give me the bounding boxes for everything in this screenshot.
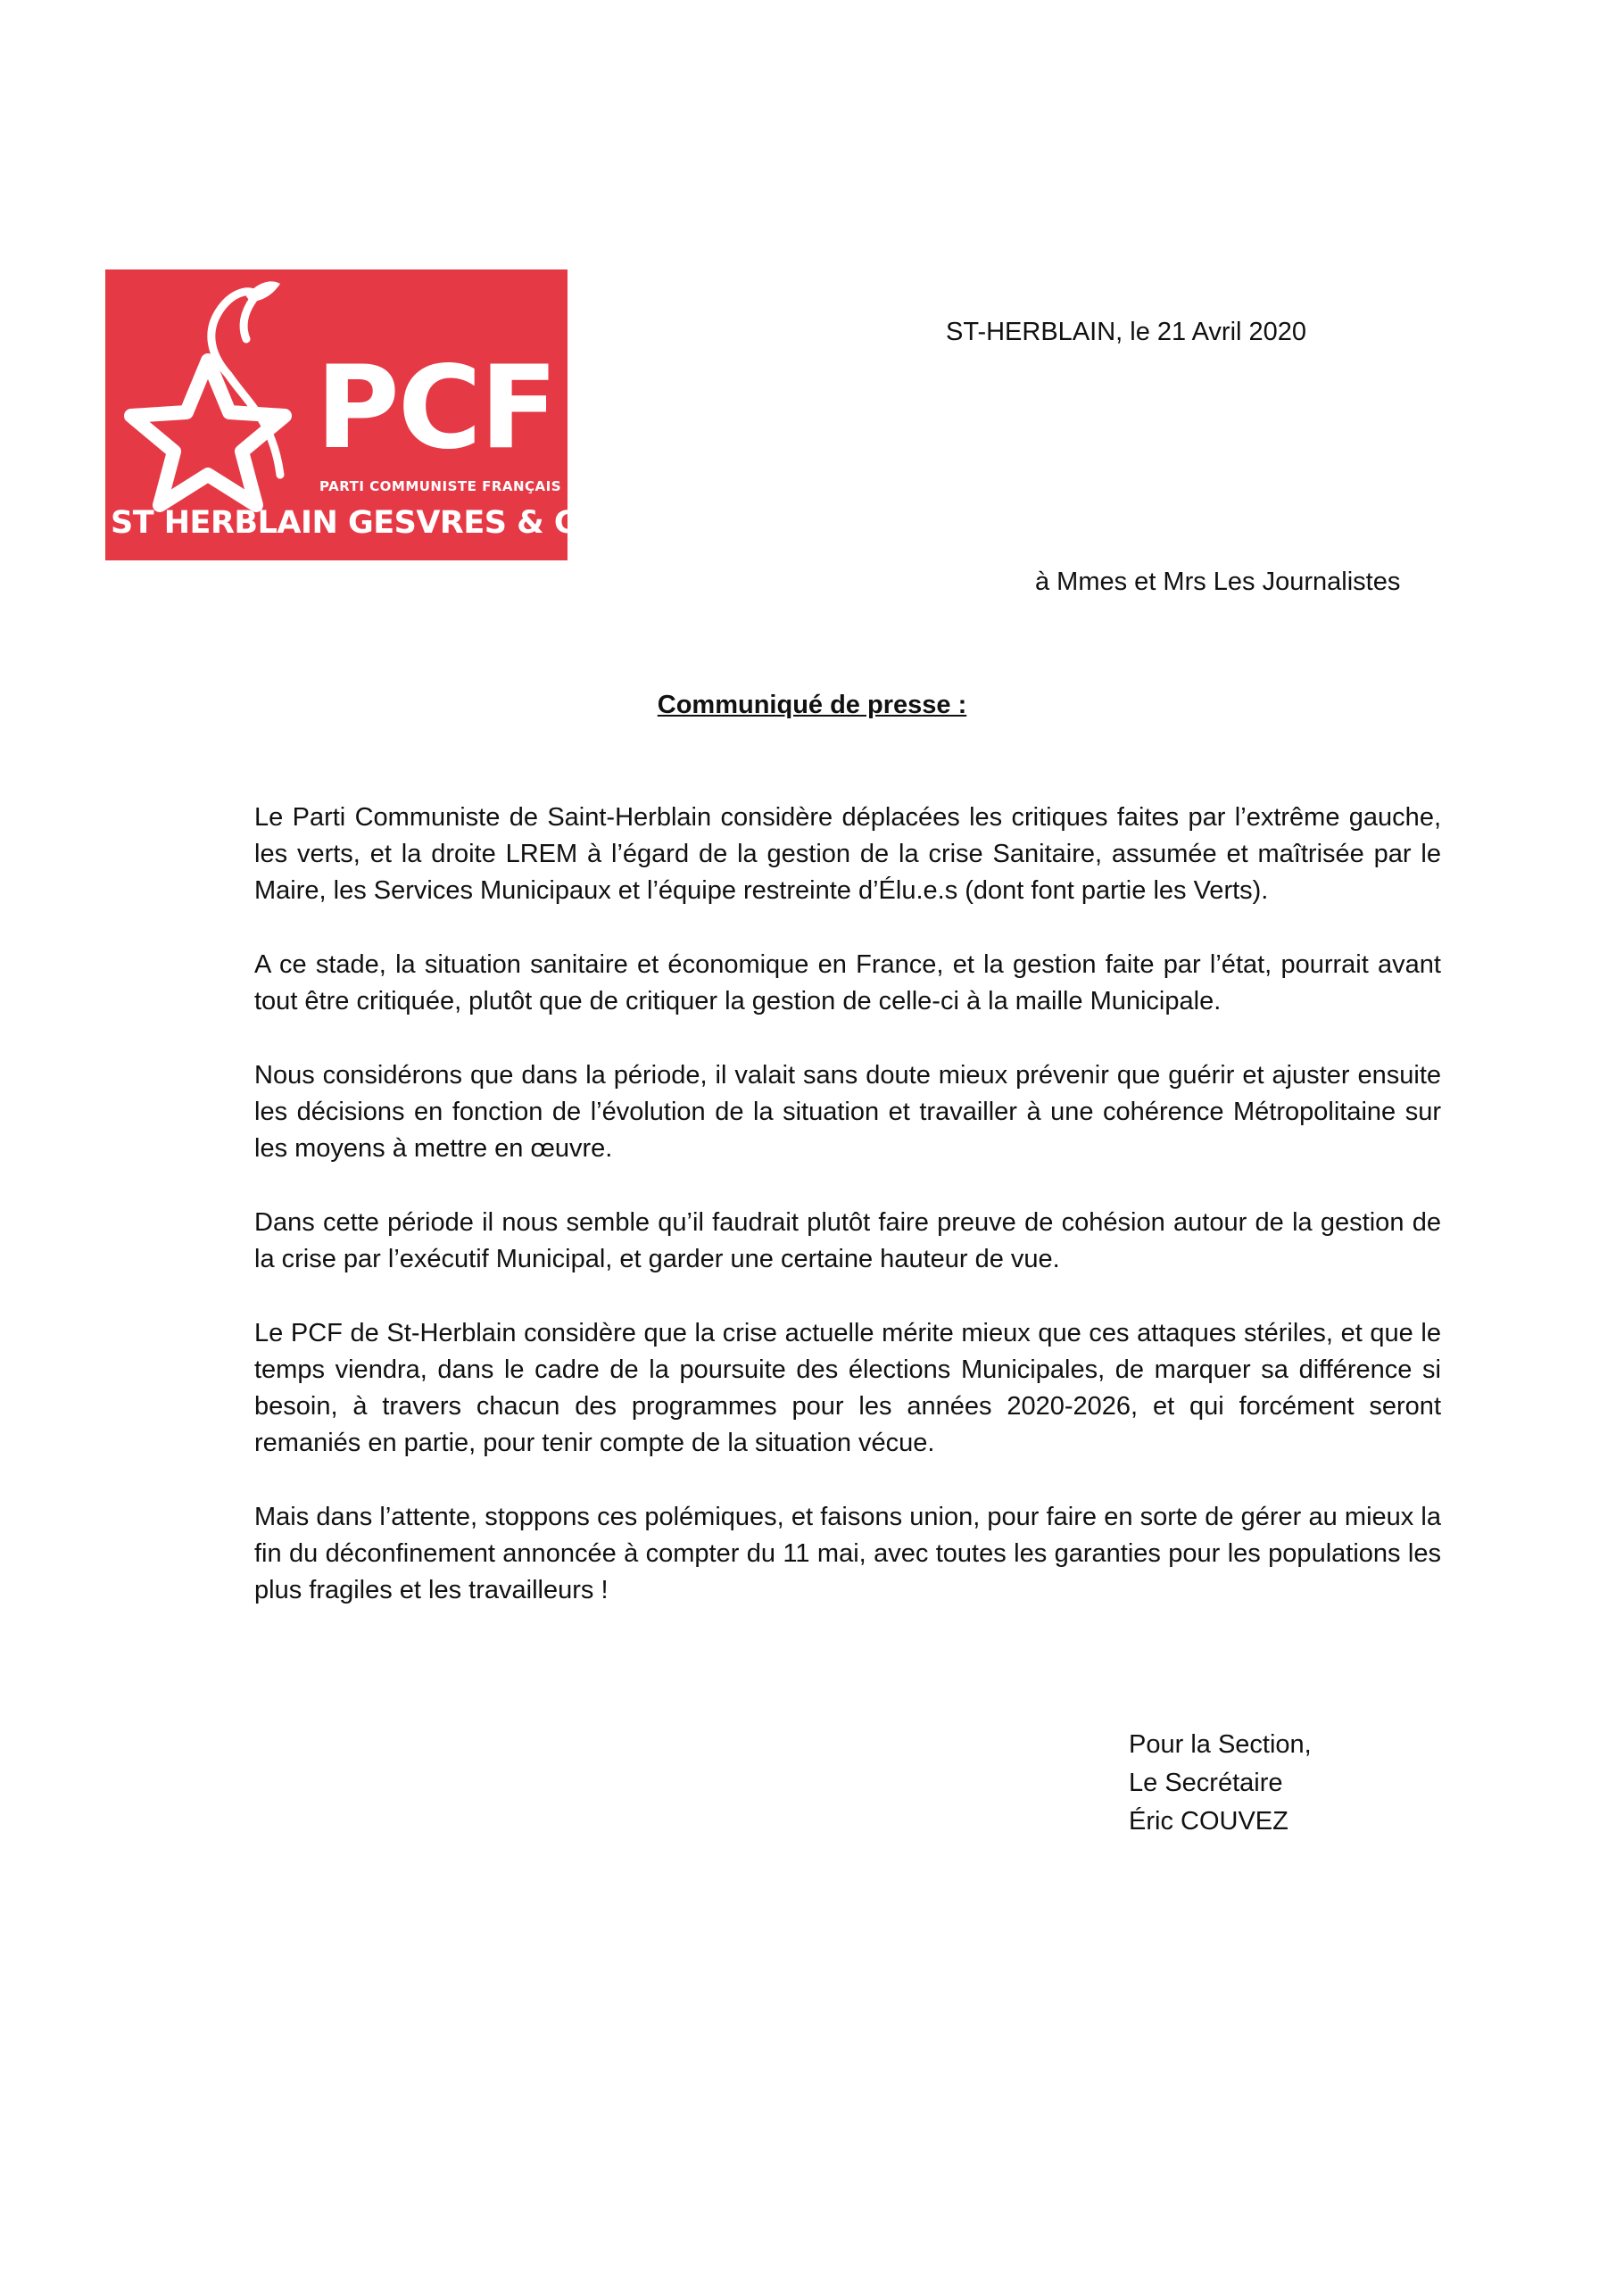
press-release-body [254, 800, 1441, 1646]
paragraph: Dans cette période il nous semble qu’il faudrait plutôt faire preuve de cohésion autour de la gestion de la crise par l’exécutif Municipal, et garder une certaine hauteur de vue. [254, 1208, 1441, 1273]
paragraph: Le PCF de St-Herblain considère que la crise actuelle mérite mieux que ces attaques stériles, et que le temps viendra, dans le cadre de la poursuite des élections Municipales, de marquer sa différence si besoin, à travers chacun des programmes pour les années 2020-2026, et qui forcément seront remaniés en partie, pour tenir compte de la situation vécue. [254, 1319, 1441, 1457]
page-title: Communiqué de presse : [657, 691, 967, 719]
pcf-logo [105, 269, 645, 560]
date-line: ST-HERBLAIN, le 21 Avril 2020 [946, 318, 1307, 346]
paragraph: Mais dans l’attente, stoppons ces polémiques, et faisons union, pour faire en sorte de gérer au mieux la fin du déconfinement annoncée à compter du 11 mai, avec toutes les garanties pour les populations les plus fragiles et les travailleurs ! [254, 1503, 1441, 1604]
signature-name: Éric COUVEZ [1129, 1807, 1288, 1836]
paragraph: A ce stade, la situation sanitaire et économique en France, et la gestion faite par l’état, pourrait avant tout être critiquée, plutôt que de critiquer la gestion de celle-ci à la maille Municipale. [254, 950, 1441, 1015]
paragraph: Le Parti Communiste de Saint-Herblain considère déplacées les critiques faites par l’extrême gauche, les verts, et la droite LREM à l’égard de la gestion de la crise Sanitaire, assumée et maîtrisée par le Maire, les Services Municipaux et l’équipe restreinte d’Élu.e.s (dont font partie les Verts). [254, 803, 1441, 905]
logo-pcf-text: PCF [316, 342, 557, 475]
paragraph: Nous considérons que dans la période, il valait sans doute mieux prévenir que guérir et ajuster ensuite les décisions en fonction de l’évolution de la situation et travailler à une cohérence Métropolitaine sur les moyens à mettre en œuvre. [254, 1061, 1441, 1163]
signature-title: Le Secrétaire [1129, 1769, 1283, 1797]
signature-line: Pour la Section, [1129, 1730, 1312, 1759]
logo-section-name: ST HERBLAIN GESVRES & CENS [111, 505, 645, 541]
recipient-line: à Mmes et Mrs Les Journalistes [1035, 568, 1401, 596]
logo-party-name: PARTI COMMUNISTE FRANÇAIS [319, 478, 562, 494]
signature-block [1129, 1726, 1312, 1841]
